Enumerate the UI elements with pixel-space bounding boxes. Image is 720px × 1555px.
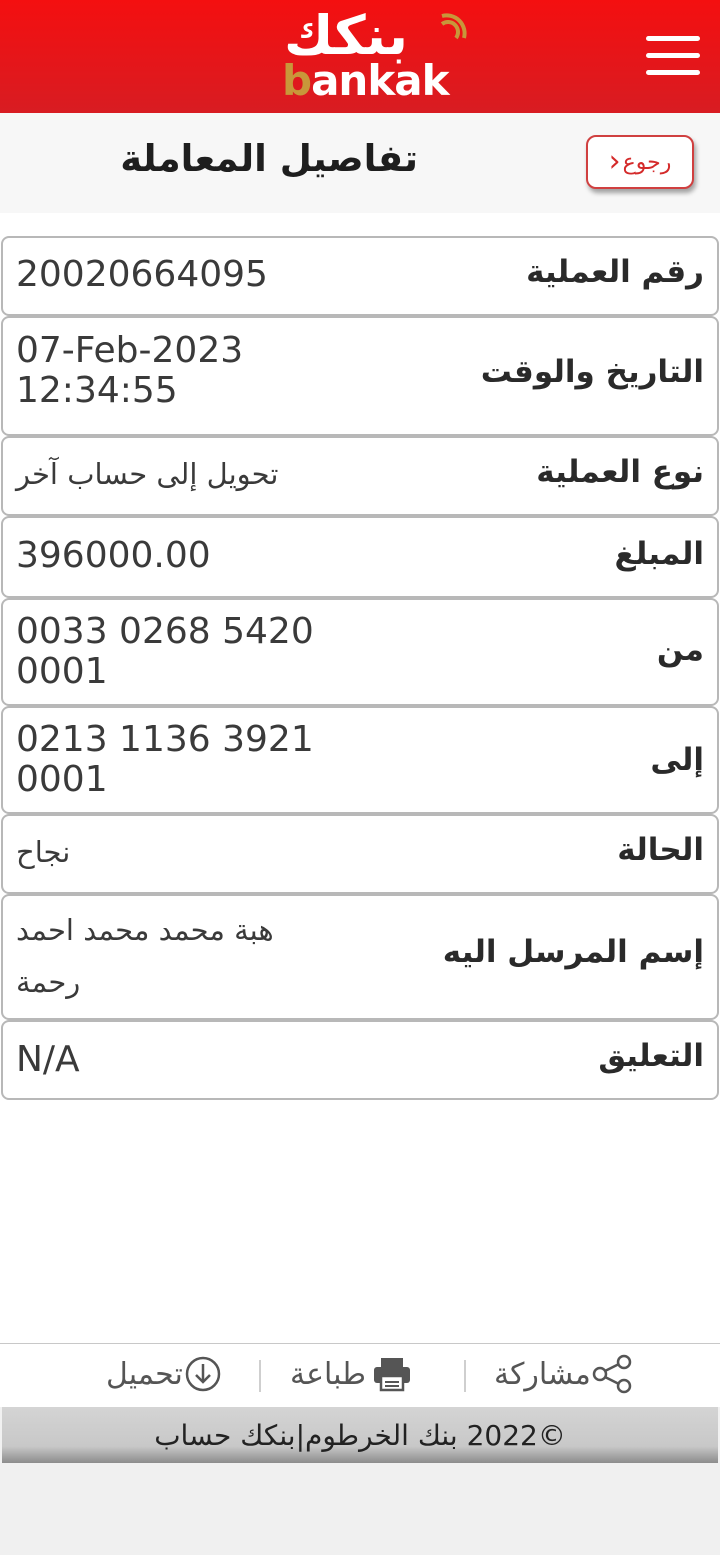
divider [259, 1360, 261, 1392]
copyright-footer: ©2022 بنك الخرطوم|بنكك حساب [2, 1407, 718, 1463]
app-header [0, 0, 720, 113]
detail-value: 396000.00 [16, 535, 211, 576]
detail-label: من [656, 632, 704, 668]
detail-label: إسم المرسل اليه [442, 934, 704, 970]
divider [464, 1360, 466, 1392]
detail-row-transaction-type [1, 436, 719, 516]
detail-row-datetime [1, 316, 719, 436]
bottom-spacer [0, 1463, 720, 1555]
share-label: مشاركة [494, 1356, 591, 1392]
action-bar [0, 1343, 720, 1407]
logo-english-text: bankak [282, 56, 449, 105]
title-bar [0, 113, 720, 213]
download-label: تحميل [106, 1356, 183, 1392]
detail-value: 20020664095 [16, 254, 268, 295]
detail-value: N/A [16, 1039, 80, 1080]
chevron-left-icon: ‹ [608, 144, 621, 179]
detail-row-from [1, 598, 719, 706]
detail-value: 0033 0268 5420 0001 [16, 611, 314, 692]
page-title: تفاصيل المعاملة [120, 137, 418, 180]
transaction-details [0, 213, 720, 1343]
detail-label: رقم العملية [526, 254, 704, 290]
share-icon [591, 1354, 633, 1394]
detail-row-status [1, 814, 719, 894]
detail-value: 0213 1136 3921 0001 [16, 719, 314, 800]
detail-row-transaction-number [1, 236, 719, 316]
detail-value: تحويل إلى حساب آخر [16, 457, 279, 491]
detail-label: الحالة [617, 832, 704, 868]
print-button[interactable] [290, 1344, 412, 1404]
download-icon [183, 1354, 223, 1394]
detail-row-comment [1, 1020, 719, 1100]
detail-label: إلى [650, 742, 704, 778]
print-label: طباعة [290, 1356, 367, 1392]
detail-label: التاريخ والوقت [480, 354, 704, 390]
detail-value: هبة محمد محمد احمد رحمة [16, 913, 274, 999]
detail-label: التعليق [598, 1038, 704, 1074]
detail-label: المبلغ [614, 536, 704, 572]
hamburger-menu-icon[interactable] [640, 28, 704, 84]
detail-value: نجاح [16, 835, 71, 869]
back-button[interactable] [586, 135, 694, 189]
download-button[interactable] [86, 1344, 223, 1404]
detail-label: نوع العملية [536, 454, 704, 490]
bankak-logo [276, 4, 476, 106]
detail-row-to [1, 706, 719, 814]
wireless-signal-icon [436, 10, 472, 46]
share-button[interactable] [494, 1344, 633, 1404]
detail-row-recipient-name [1, 894, 719, 1020]
back-button-label: رجوع [622, 149, 672, 175]
detail-row-amount [1, 516, 719, 598]
detail-value: 07-Feb-2023 12:34:55 [16, 330, 244, 411]
printer-icon [372, 1356, 412, 1392]
logo-arabic-text: بنكك [284, 4, 409, 67]
